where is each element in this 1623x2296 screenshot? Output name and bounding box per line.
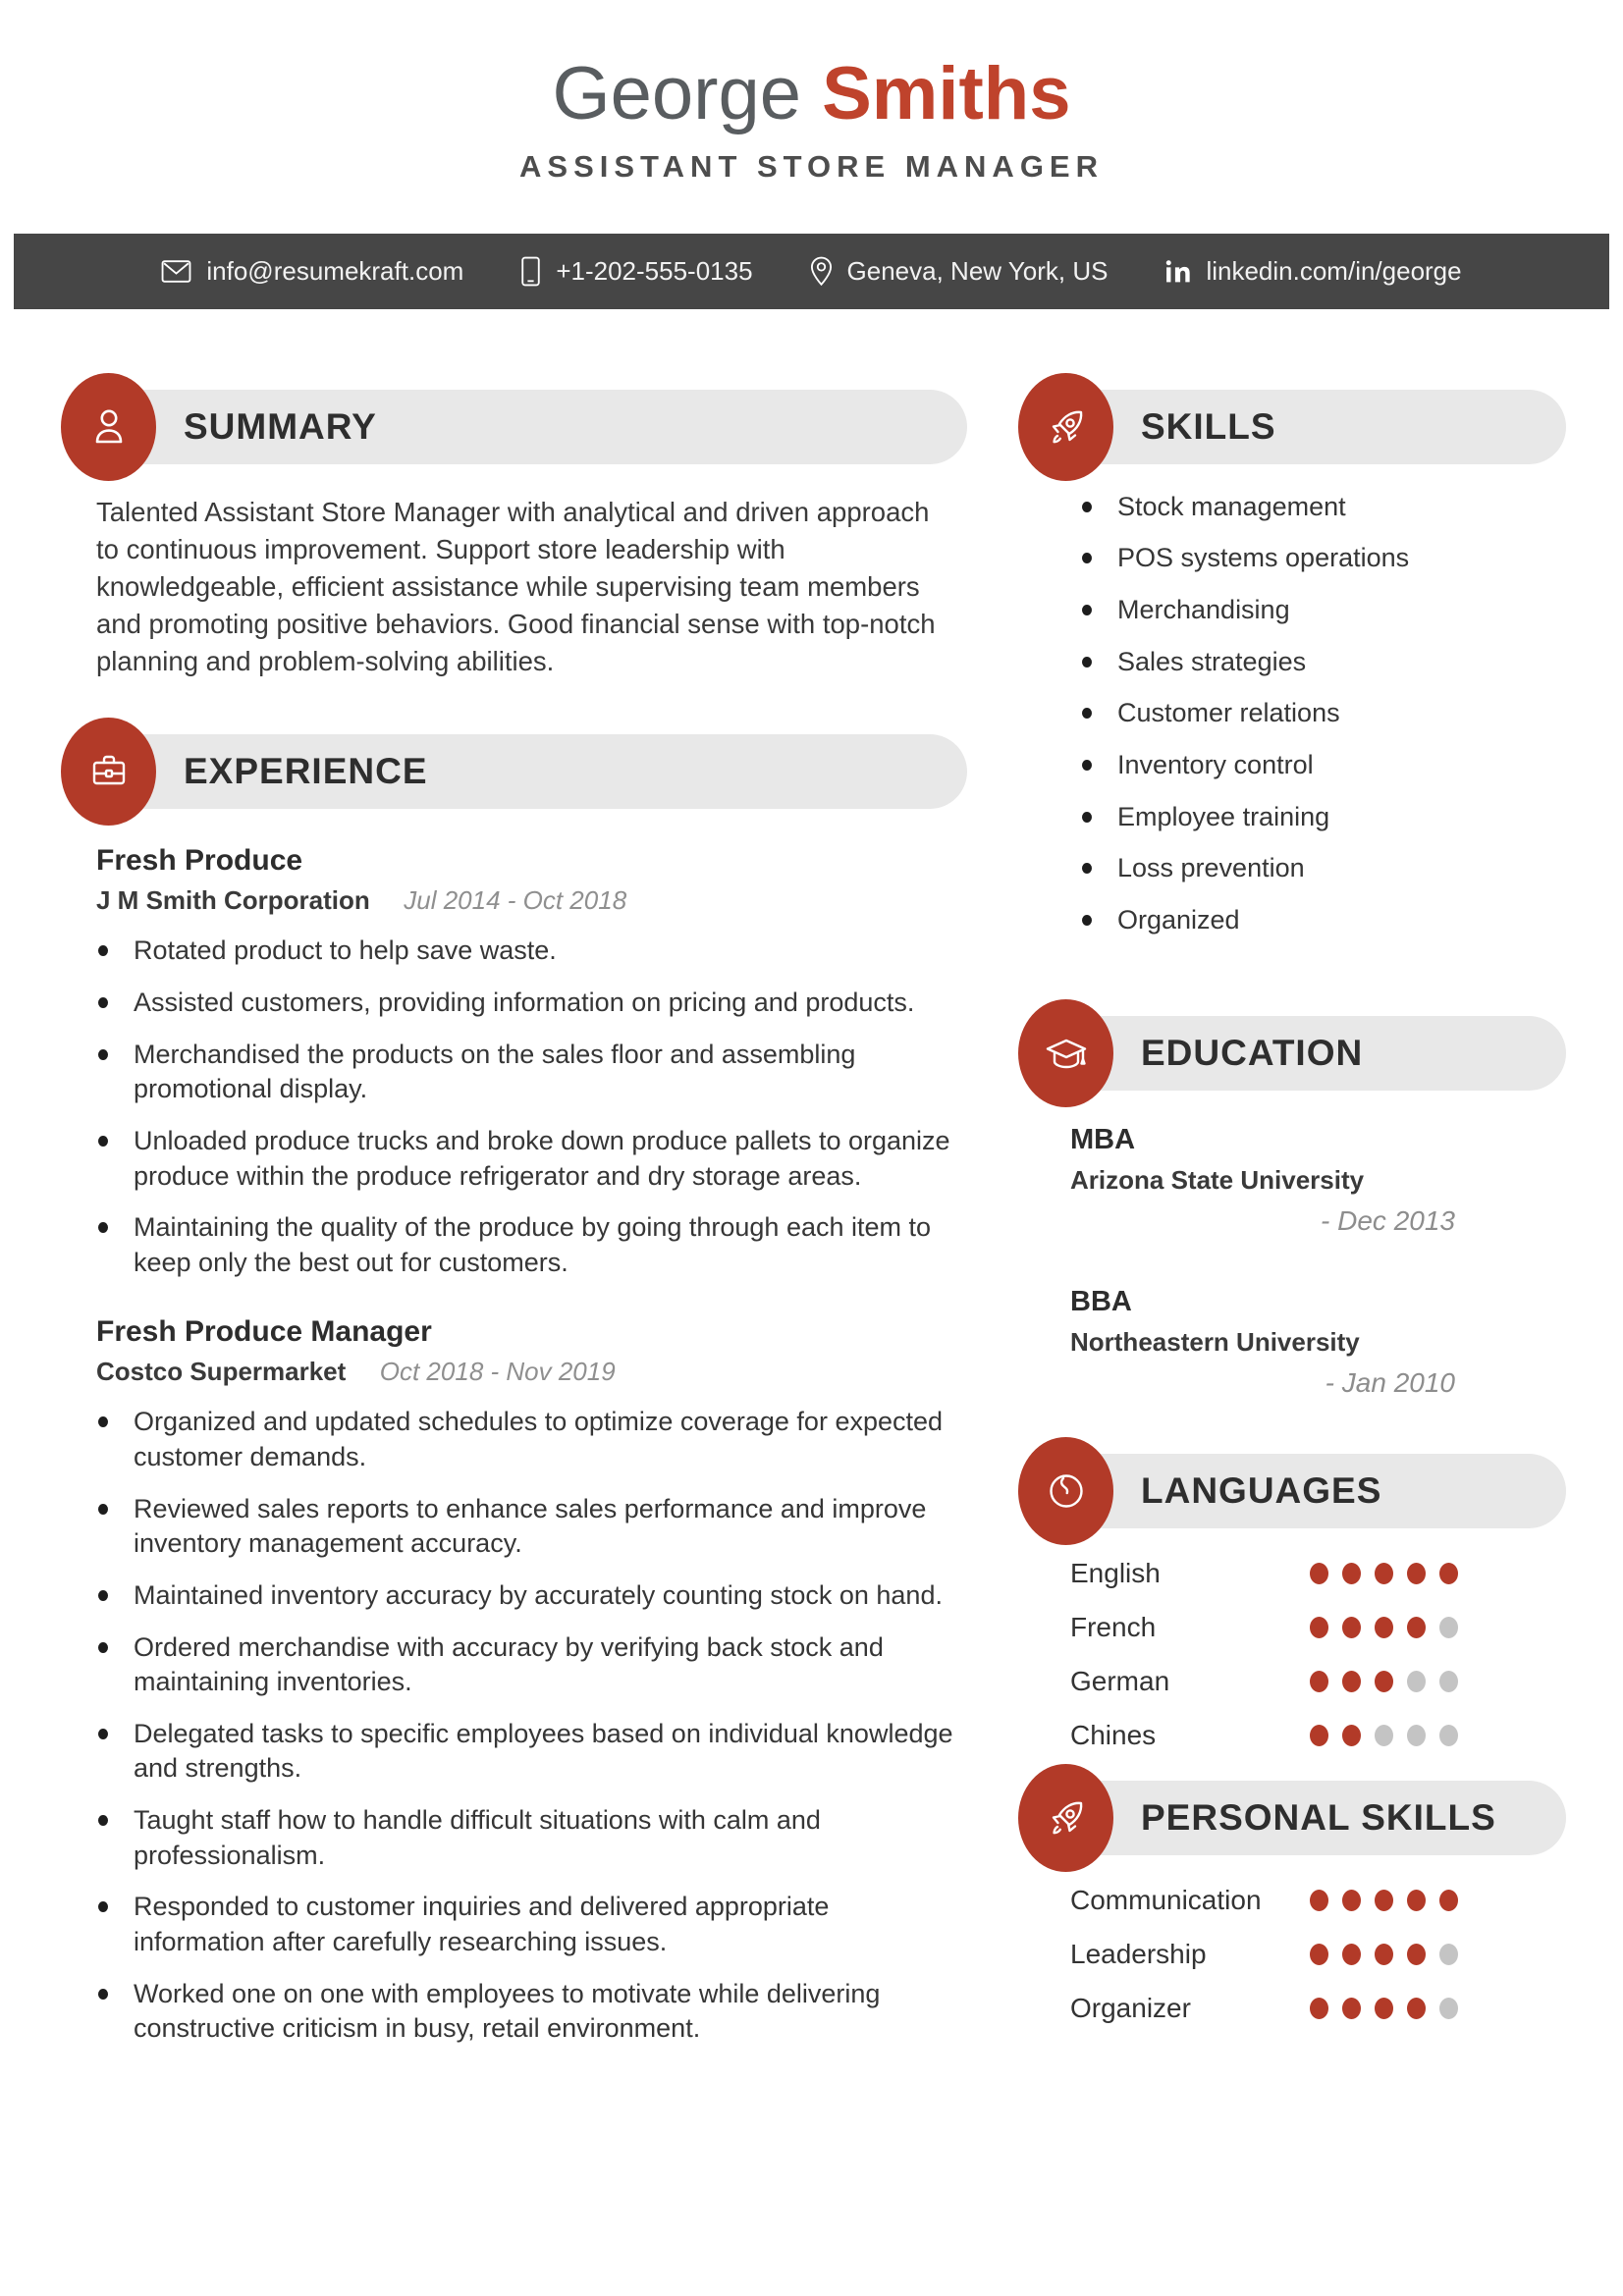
language-name: French [1070,1612,1157,1643]
education-entry [1070,1286,1455,1399]
skills-list [1080,490,1566,938]
experience-body [96,844,967,2046]
job-bullet-list [96,1405,967,2046]
personal-skills-header [1021,1781,1566,1855]
contact-email[interactable] [161,256,463,287]
job-bullet: Assisted customers, providing information on pricing and products. [96,986,967,1021]
language-rating-dots [1310,1617,1458,1638]
personal-skill-name: Leadership [1070,1939,1207,1970]
contact-linkedin-text: linkedin.com/in/george [1206,255,1462,286]
rating-dot [1375,1725,1393,1746]
language-name: Chines [1070,1720,1157,1751]
personal-skill-row [1070,1885,1458,1916]
rating-dot [1375,1617,1393,1638]
education-section [1021,1016,1566,1399]
linkedin-icon [1164,258,1191,285]
language-rating-dots [1310,1725,1458,1746]
language-row [1070,1612,1458,1643]
personal-skills-rows [1070,1885,1566,2024]
job-bullet: Worked one on one with employees to motivate while delivering constructive criticism in busy, retail environment. [96,1977,967,2047]
job-meta [96,885,967,916]
candidate-name [0,0,1623,133]
contact-phone-text: +1-202-555-0135 [556,255,753,286]
job-bullet: Maintained inventory accuracy by accurately counting stock on hand. [96,1578,967,1614]
languages-section [1021,1454,1566,1751]
graduation-cap-icon [1043,1030,1090,1077]
personal-skill-row [1070,1939,1458,1970]
summary-title: SUMMARY [184,405,377,447]
rating-dot [1407,1944,1426,1965]
experience-section [64,734,967,2046]
skill-item: Organized [1080,903,1566,938]
job-bullet: Taught staff how to handle difficult situations with calm and professionalism. [96,1803,967,1873]
rating-dot [1310,1563,1328,1584]
contact-location[interactable] [810,256,1109,287]
rating-dot [1310,1890,1328,1911]
rating-dot [1375,1671,1393,1692]
rating-dot [1439,1725,1458,1746]
right-column [1021,390,1566,2048]
person-icon [85,403,133,451]
job-title: Fresh Produce [96,844,303,878]
rating-dot [1310,1617,1328,1638]
summary-section [64,390,967,680]
education-date: - Jan 2010 [1325,1367,1455,1399]
education-badge [1018,999,1113,1107]
languages-header [1021,1454,1566,1528]
rating-dot [1407,1725,1426,1746]
email-icon [161,259,191,284]
job-bullet: Organized and updated schedules to optimize coverage for expected customer demands. [96,1405,967,1474]
job-entry [96,1315,967,2046]
skill-item: Loss prevention [1080,851,1566,886]
rating-dot [1342,1671,1361,1692]
experience-badge [61,718,156,826]
language-row [1070,1558,1458,1589]
education-entry [1070,1124,1455,1237]
experience-header [64,734,967,809]
rating-dot [1439,1671,1458,1692]
rating-dot [1407,1617,1426,1638]
rating-dot [1439,1944,1458,1965]
languages-badge [1018,1437,1113,1545]
job-bullet: Rotated product to help save waste. [96,934,967,969]
education-degree: MBA [1070,1124,1136,1156]
job-bullet: Reviewed sales reports to enhance sales performance and improve inventory management accuracy. [96,1492,967,1562]
rocket-icon [1043,1794,1090,1842]
personal-skill-rating-dots [1310,1944,1458,1965]
job-bullet: Responded to customer inquiries and delivered appropriate information after carefully researching issues. [96,1890,967,1959]
education-date: - Dec 2013 [1321,1205,1455,1237]
phone-icon [520,256,541,287]
content-columns [0,390,1623,2082]
job-bullet: Merchandised the products on the sales floor and assembling promotional display. [96,1038,967,1107]
job-bullet: Delegated tasks to specific employees based on individual knowledge and strengths. [96,1717,967,1787]
rating-dot [1439,1617,1458,1638]
contact-bar [14,234,1609,309]
rating-dot [1342,1725,1361,1746]
contact-email-text: info@resumekraft.com [206,255,464,286]
rating-dot [1342,1617,1361,1638]
personal-skill-row [1070,1993,1458,2024]
skill-item: Customer relations [1080,696,1566,731]
education-title: EDUCATION [1141,1033,1364,1074]
language-row [1070,1720,1458,1751]
rating-dot [1407,1563,1426,1584]
summary-badge [61,373,156,481]
rating-dot [1375,1998,1393,2019]
skills-section [1021,390,1566,938]
rating-dot [1407,1671,1426,1692]
education-body [1070,1124,1566,1399]
language-rating-dots [1310,1563,1458,1584]
rating-dot [1310,1725,1328,1746]
job-entry [96,844,967,1280]
rating-dot [1310,1671,1328,1692]
rating-dot [1342,1944,1361,1965]
language-name: German [1070,1666,1170,1697]
last-name: Smiths [822,52,1071,135]
summary-text: Talented Assistant Store Manager with analytical and driven approach to continuous improvement. Support store leadership with knowledgeable, efficient assistance while supervising team members and promoting positive behaviors. Good financial sense with top-notch planning and problem-solving abilities. [96,496,936,676]
education-school: Northeastern University [1070,1327,1360,1358]
skill-item: POS systems operations [1080,541,1566,576]
rating-dot [1439,1998,1458,2019]
skills-badge [1018,373,1113,481]
personal-skill-name: Organizer [1070,1993,1191,2024]
first-name: George [552,52,801,135]
job-title: Fresh Produce Manager [96,1315,432,1349]
rating-dot [1407,1998,1426,2019]
education-header [1021,1016,1566,1091]
education-degree: BBA [1070,1286,1132,1318]
job-bullet: Maintaining the quality of the produce by going through each item to keep only the best out for customers. [96,1210,967,1280]
rating-dot [1342,1563,1361,1584]
rating-dot [1342,1998,1361,2019]
rating-dot [1375,1563,1393,1584]
languages-title: LANGUAGES [1141,1470,1382,1512]
candidate-job-title: ASSISTANT STORE MANAGER [519,148,1104,184]
skill-item: Inventory control [1080,748,1566,783]
skill-item: Stock management [1080,490,1566,525]
language-name: English [1070,1558,1161,1589]
globe-icon [1043,1468,1090,1515]
education-school: Arizona State University [1070,1165,1365,1196]
briefcase-icon [85,748,133,795]
job-meta [96,1357,967,1387]
language-row [1070,1666,1458,1697]
personal-skill-rating-dots [1310,1998,1458,2019]
rating-dot [1407,1890,1426,1911]
contact-phone[interactable] [520,256,752,287]
rating-dot [1439,1563,1458,1584]
language-rating-dots [1310,1671,1458,1692]
rating-dot [1439,1890,1458,1911]
contact-location-text: Geneva, New York, US [846,255,1109,286]
contact-linkedin[interactable] [1164,256,1461,287]
skill-item: Sales strategies [1080,645,1566,680]
location-pin-icon [810,256,833,287]
personal-skills-badge [1018,1764,1113,1872]
languages-rows [1070,1558,1566,1751]
job-dates: Oct 2018 - Nov 2019 [379,1357,616,1387]
experience-title: EXPERIENCE [184,751,428,792]
personal-skills-title: PERSONAL SKILLS [1141,1797,1496,1839]
job-company: Costco Supermarket [96,1357,347,1387]
personal-skill-name: Communication [1070,1885,1262,1916]
skill-item: Employee training [1080,800,1566,835]
job-bullet: Ordered merchandise with accuracy by verifying back stock and maintaining inventories. [96,1630,967,1700]
rating-dot [1310,1998,1328,2019]
job-company: J M Smith Corporation [96,885,370,916]
job-bullet: Unloaded produce trucks and broke down produce pallets to organize produce within the produce refrigerator and dry storage areas. [96,1124,967,1194]
personal-skills-section [1021,1781,1566,2024]
skills-header [1021,390,1566,464]
left-column [64,390,967,2082]
skills-title: SKILLS [1141,405,1276,447]
job-dates: Jul 2014 - Oct 2018 [404,885,627,916]
rating-dot [1375,1944,1393,1965]
rating-dot [1375,1890,1393,1911]
rating-dot [1310,1944,1328,1965]
rocket-icon [1043,403,1090,451]
summary-header [64,390,967,464]
personal-skill-rating-dots [1310,1890,1458,1911]
rating-dot [1342,1890,1361,1911]
job-bullet-list [96,934,967,1280]
skill-item: Merchandising [1080,593,1566,628]
